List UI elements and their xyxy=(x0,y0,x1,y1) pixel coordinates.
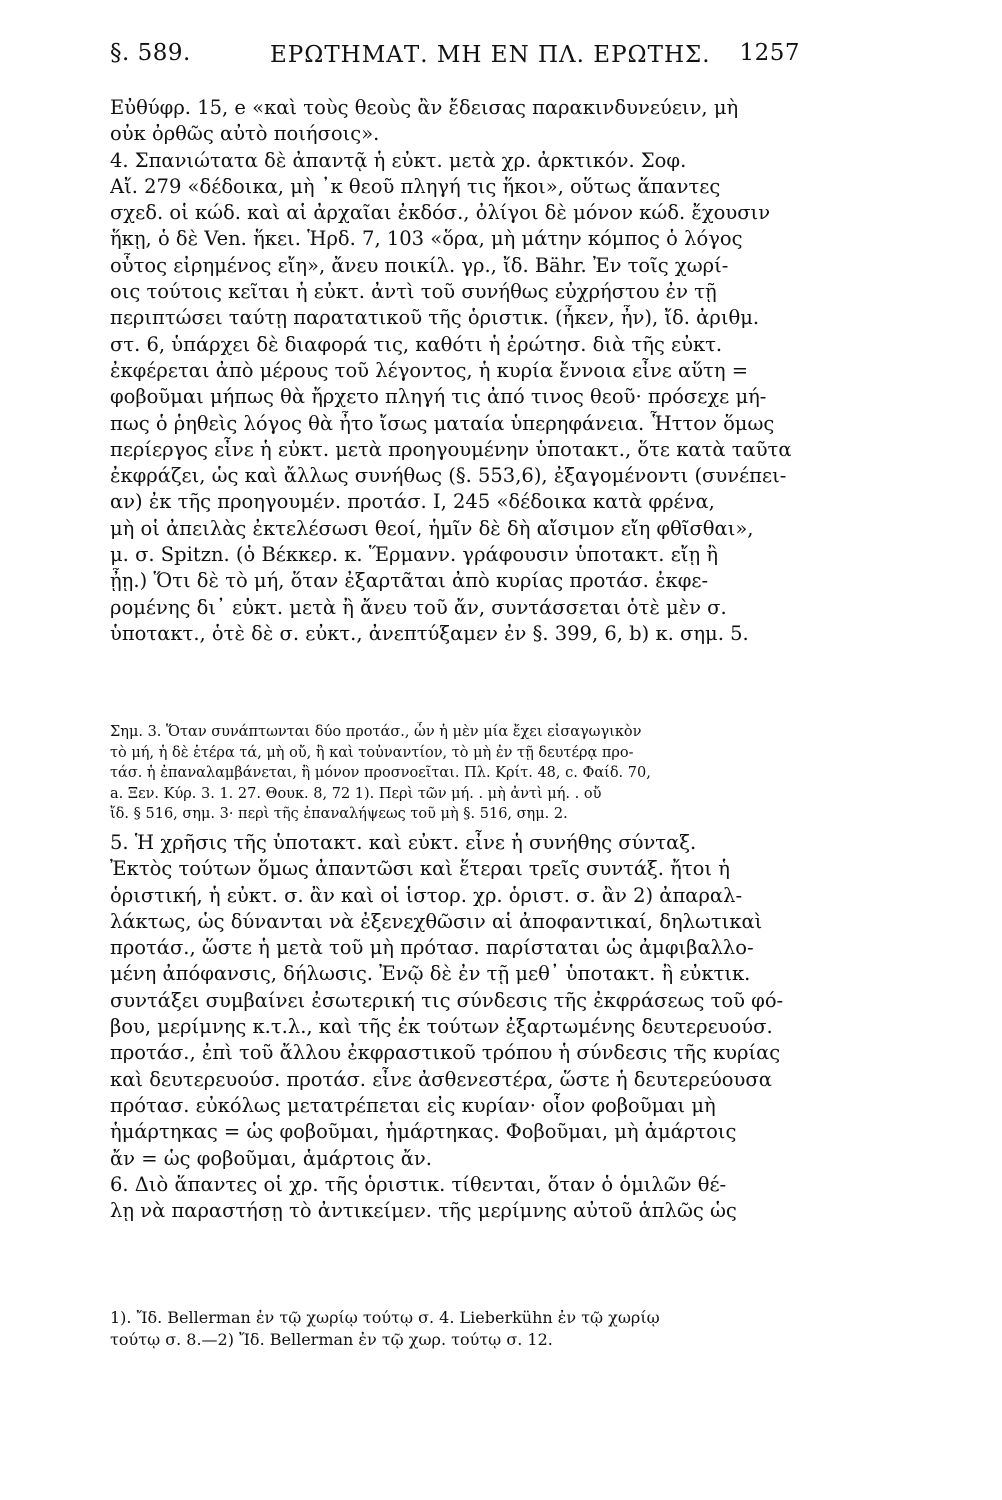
note-line: τὸ μή, ἡ δὲ ἑτέρα τά, μὴ οὔ, ἢ καὶ τοὐναντίον, τὸ μὴ ἐν τῇ δευτέρᾳ προ- xyxy=(110,744,634,761)
note-line: ἴδ. § 516, σημ. 3· περὶ τῆς ἐπαναλήψεως τοῦ μὴ §. 516, σημ. 2. xyxy=(110,806,568,823)
text-line: 5. Ἡ χρῆσις τῆς ὑποτακτ. καὶ εὐκτ. εἶνε ἡ συνήθης σύνταξ. xyxy=(110,831,697,854)
footnotes xyxy=(110,1307,800,1351)
text-line: μένη ἀπόφανσις, δήλωσις. Ἐνῷ δὲ ἐν τῇ μεθ᾽ ὑποτακτ. ἢ εὐκτικ. xyxy=(110,962,751,986)
footnote-line: 1). Ἴδ. Bellerman ἐν τῷ χωρίῳ τούτῳ σ. 4. Lieberkühn ἐν τῷ χωρίῳ xyxy=(110,1308,660,1327)
footnote-line: τούτῳ σ. 8.—2) Ἴδ. Bellerman ἐν τῷ χωρ. τούτῳ σ. 12. xyxy=(110,1330,553,1349)
text-line: ἡμάρτηκας = ὡς φοβοῦμαι, ἡμάρτηκας. Φοβοῦμαι, μὴ ἁμάρτοις xyxy=(110,1120,737,1144)
running-title: ΕΡΩΤΗΜΑΤ. ΜΗ ΕΝ ΠΛ. ΕΡΩΤΗΣ. xyxy=(270,42,711,68)
text-line: πρότασ. εὐκόλως μετατρέπεται εἰς κυρίαν· οἷον φοβοῦμαι μὴ xyxy=(110,1093,716,1117)
text-line: 6. Διὸ ἅπαντες οἱ χρ. τῆς ὁριστικ. τίθενται, ὅταν ὁ ὁμιλῶν θέ- xyxy=(110,1172,727,1196)
text-line: περίεργος εἶνε ἡ εὐκτ. μετὰ προηγουμένην ὑποτακτ., ὅτε κατὰ ταῦτα xyxy=(110,437,792,461)
note-block xyxy=(110,722,800,825)
note-line: Σημ. 3. Ὅταν συνάπτωνται δύο προτάσ., ὧν ἡ μὲν μία ἔχει εἰσαγωγικὸν xyxy=(110,724,642,740)
text-line: ἥκῃ, ὁ δὲ Ven. ἥκει. Ἡρδ. 7, 103 «ὅρα, μὴ μάτην κόμπος ὁ λόγος xyxy=(110,227,743,251)
text-line: ὑποτακτ., ὁτὲ δὲ σ. εὐκτ., ἀνεπτύξαμεν ἐν §. 399, 6, b) κ. σημ. 5. xyxy=(110,621,749,645)
text-line: Αἴ. 279 «δέδοικα, μὴ ᾽κ θεοῦ πληγή τις ἥκοι», οὕτως ἅπαντες xyxy=(110,174,721,198)
text-line: προτάσ., ὥστε ἡ μετὰ τοῦ μὴ πρότασ. παρίσταται ὡς ἀμφιβαλλο- xyxy=(110,936,754,960)
main-text-block xyxy=(110,95,800,647)
text-line: βου, μερίμνης κ.τ.λ., καὶ τῆς ἐκ τούτων ἐξαρτωμένης δευτερευούσ. xyxy=(110,1015,773,1039)
text-line: μ. σ. Spitzn. (ὁ Βέκκερ. κ. Ἕρμανν. γράφουσιν ὑποτακτ. εἴῃ ἢ xyxy=(110,543,719,567)
text-line: οὐκ ὀρθῶς αὐτὸ ποιήσοις». xyxy=(110,122,380,146)
running-header xyxy=(110,40,800,80)
note-line: a. Ξεν. Κύρ. 3. 1. 27. Θουκ. 8, 72 1). Περὶ τῶν μή. . μὴ ἀντὶ μή. . οὔ xyxy=(110,785,602,802)
section-number: §. 589. xyxy=(110,40,191,66)
text-line: ᾖῃ.) Ὅτι δὲ τὸ μή, ὅταν ἐξαρτᾶται ἀπὸ κυρίας προτάσ. ἐκφε- xyxy=(110,569,709,593)
text-line: Εὐθύφρ. 15, e «καὶ τοὺς θεοὺς ἂν ἔδεισας παρακινδυνεύειν, μὴ xyxy=(110,96,739,119)
text-line: οὗτος εἰρημένος εἴη», ἄνευ ποικίλ. γρ., ἴδ. Bähr. Ἐν τοῖς χωρί- xyxy=(110,253,729,277)
text-line: λάκτως, ὡς δύνανται νὰ ἐξενεχθῶσιν αἱ ἀποφαντικαί, δηλωτικαὶ xyxy=(110,909,763,933)
text-line: συντάξει συμβαίνει ἐσωτερική τις σύνδεσις τῆς ἐκφράσεως τοῦ φό- xyxy=(110,988,784,1012)
text-line: σχεδ. οἱ κώδ. καὶ αἱ ἀρχαῖαι ἐκδόσ., ὀλίγοι δὲ μόνον κώδ. ἔχουσιν xyxy=(110,201,771,225)
text-line: Ἐκτὸς τούτων ὅμως ἀπαντῶσι καὶ ἕτεραι τρεῖς συντάξ. ἤτοι ἡ xyxy=(110,857,730,881)
text-line: οις τούτοις κεῖται ἡ εὐκτ. ἀντὶ τοῦ συνήθως εὐχρήστου ἐν τῇ xyxy=(110,280,717,304)
text-line: καὶ δευτερευούσ. προτάσ. εἶνε ἀσθενεστέρα, ὥστε ἡ δευτερεύουσα xyxy=(110,1067,772,1091)
text-line: ἄν = ὡς φοβοῦμαι, ἁμάρτοις ἄν. xyxy=(110,1146,432,1170)
text-line: πως ὁ ῥηθεὶς λόγος θὰ ἦτο ἴσως ματαία ὑπερηφάνεια. Ἧττον ὅμως xyxy=(110,411,775,435)
text-line: ὁριστική, ἡ εὐκτ. σ. ἂν καὶ οἱ ἱστορ. χρ. ὁριστ. σ. ἂν 2) ἀπαραλ- xyxy=(110,883,743,907)
text-line: ἐκφέρεται ἀπὸ μέρους τοῦ λέγοντος, ἡ κυρία ἔννοια εἶνε αὕτη = xyxy=(110,358,749,382)
text-line: μὴ οἱ ἀπειλὰς ἐκτελέσωσι θεοί, ἡμῖν δὲ δὴ αἴσιμον εἴη φθῖσθαι», xyxy=(110,516,754,540)
text-line: ἐκφράζει, ὡς καὶ ἄλλως συνήθως (§. 553,6), ἐξαγομένοντι (συνέπει- xyxy=(110,464,787,488)
text-line: ρομένης δι᾽ εὐκτ. μετὰ ἢ ἄνευ τοῦ ἄν, συντάσσεται ὁτὲ μὲν σ. xyxy=(110,595,727,619)
text-line: λῃ νὰ παραστήσῃ τὸ ἀντικείμεν. τῆς μερίμνης αὐτοῦ ἁπλῶς ὡς xyxy=(110,1199,737,1223)
text-line: φοβοῦμαι μήπως θὰ ἤρχετο πληγή τις ἀπό τινος θεοῦ· πρόσεχε μή- xyxy=(110,385,767,409)
text-line: αν) ἐκ τῆς προηγουμέν. προτάσ. Ι, 245 «δέδοικα κατὰ φρένα, xyxy=(110,490,715,514)
second-text-block xyxy=(110,830,800,1224)
page-number: 1257 xyxy=(739,40,800,66)
text-line: στ. 6, ὑπάρχει δὲ διαφορά τις, καθότι ἡ ἐρώτησ. διὰ τῆς εὐκτ. xyxy=(110,332,723,356)
note-line: τάσ. ἡ ἐπαναλαμβάνεται, ἢ μόνον προσνοεῖται. Πλ. Κρίτ. 48, c. Φαίδ. 70, xyxy=(110,765,651,782)
text-line: 4. Σπανιώτατα δὲ ἀπαντᾷ ἡ εὐκτ. μετὰ χρ. ἀρκτικόν. Σοφ. xyxy=(110,148,687,172)
text-line: προτάσ., ἐπὶ τοῦ ἄλλου ἐκφραστικοῦ τρόπου ἡ σύνδεσις τῆς κυρίας xyxy=(110,1041,781,1065)
text-line: περιπτώσει ταύτῃ παρατατικοῦ τῆς ὁριστικ. (ἦκεν, ἦν), ἴδ. ἀριθμ. xyxy=(110,306,760,330)
